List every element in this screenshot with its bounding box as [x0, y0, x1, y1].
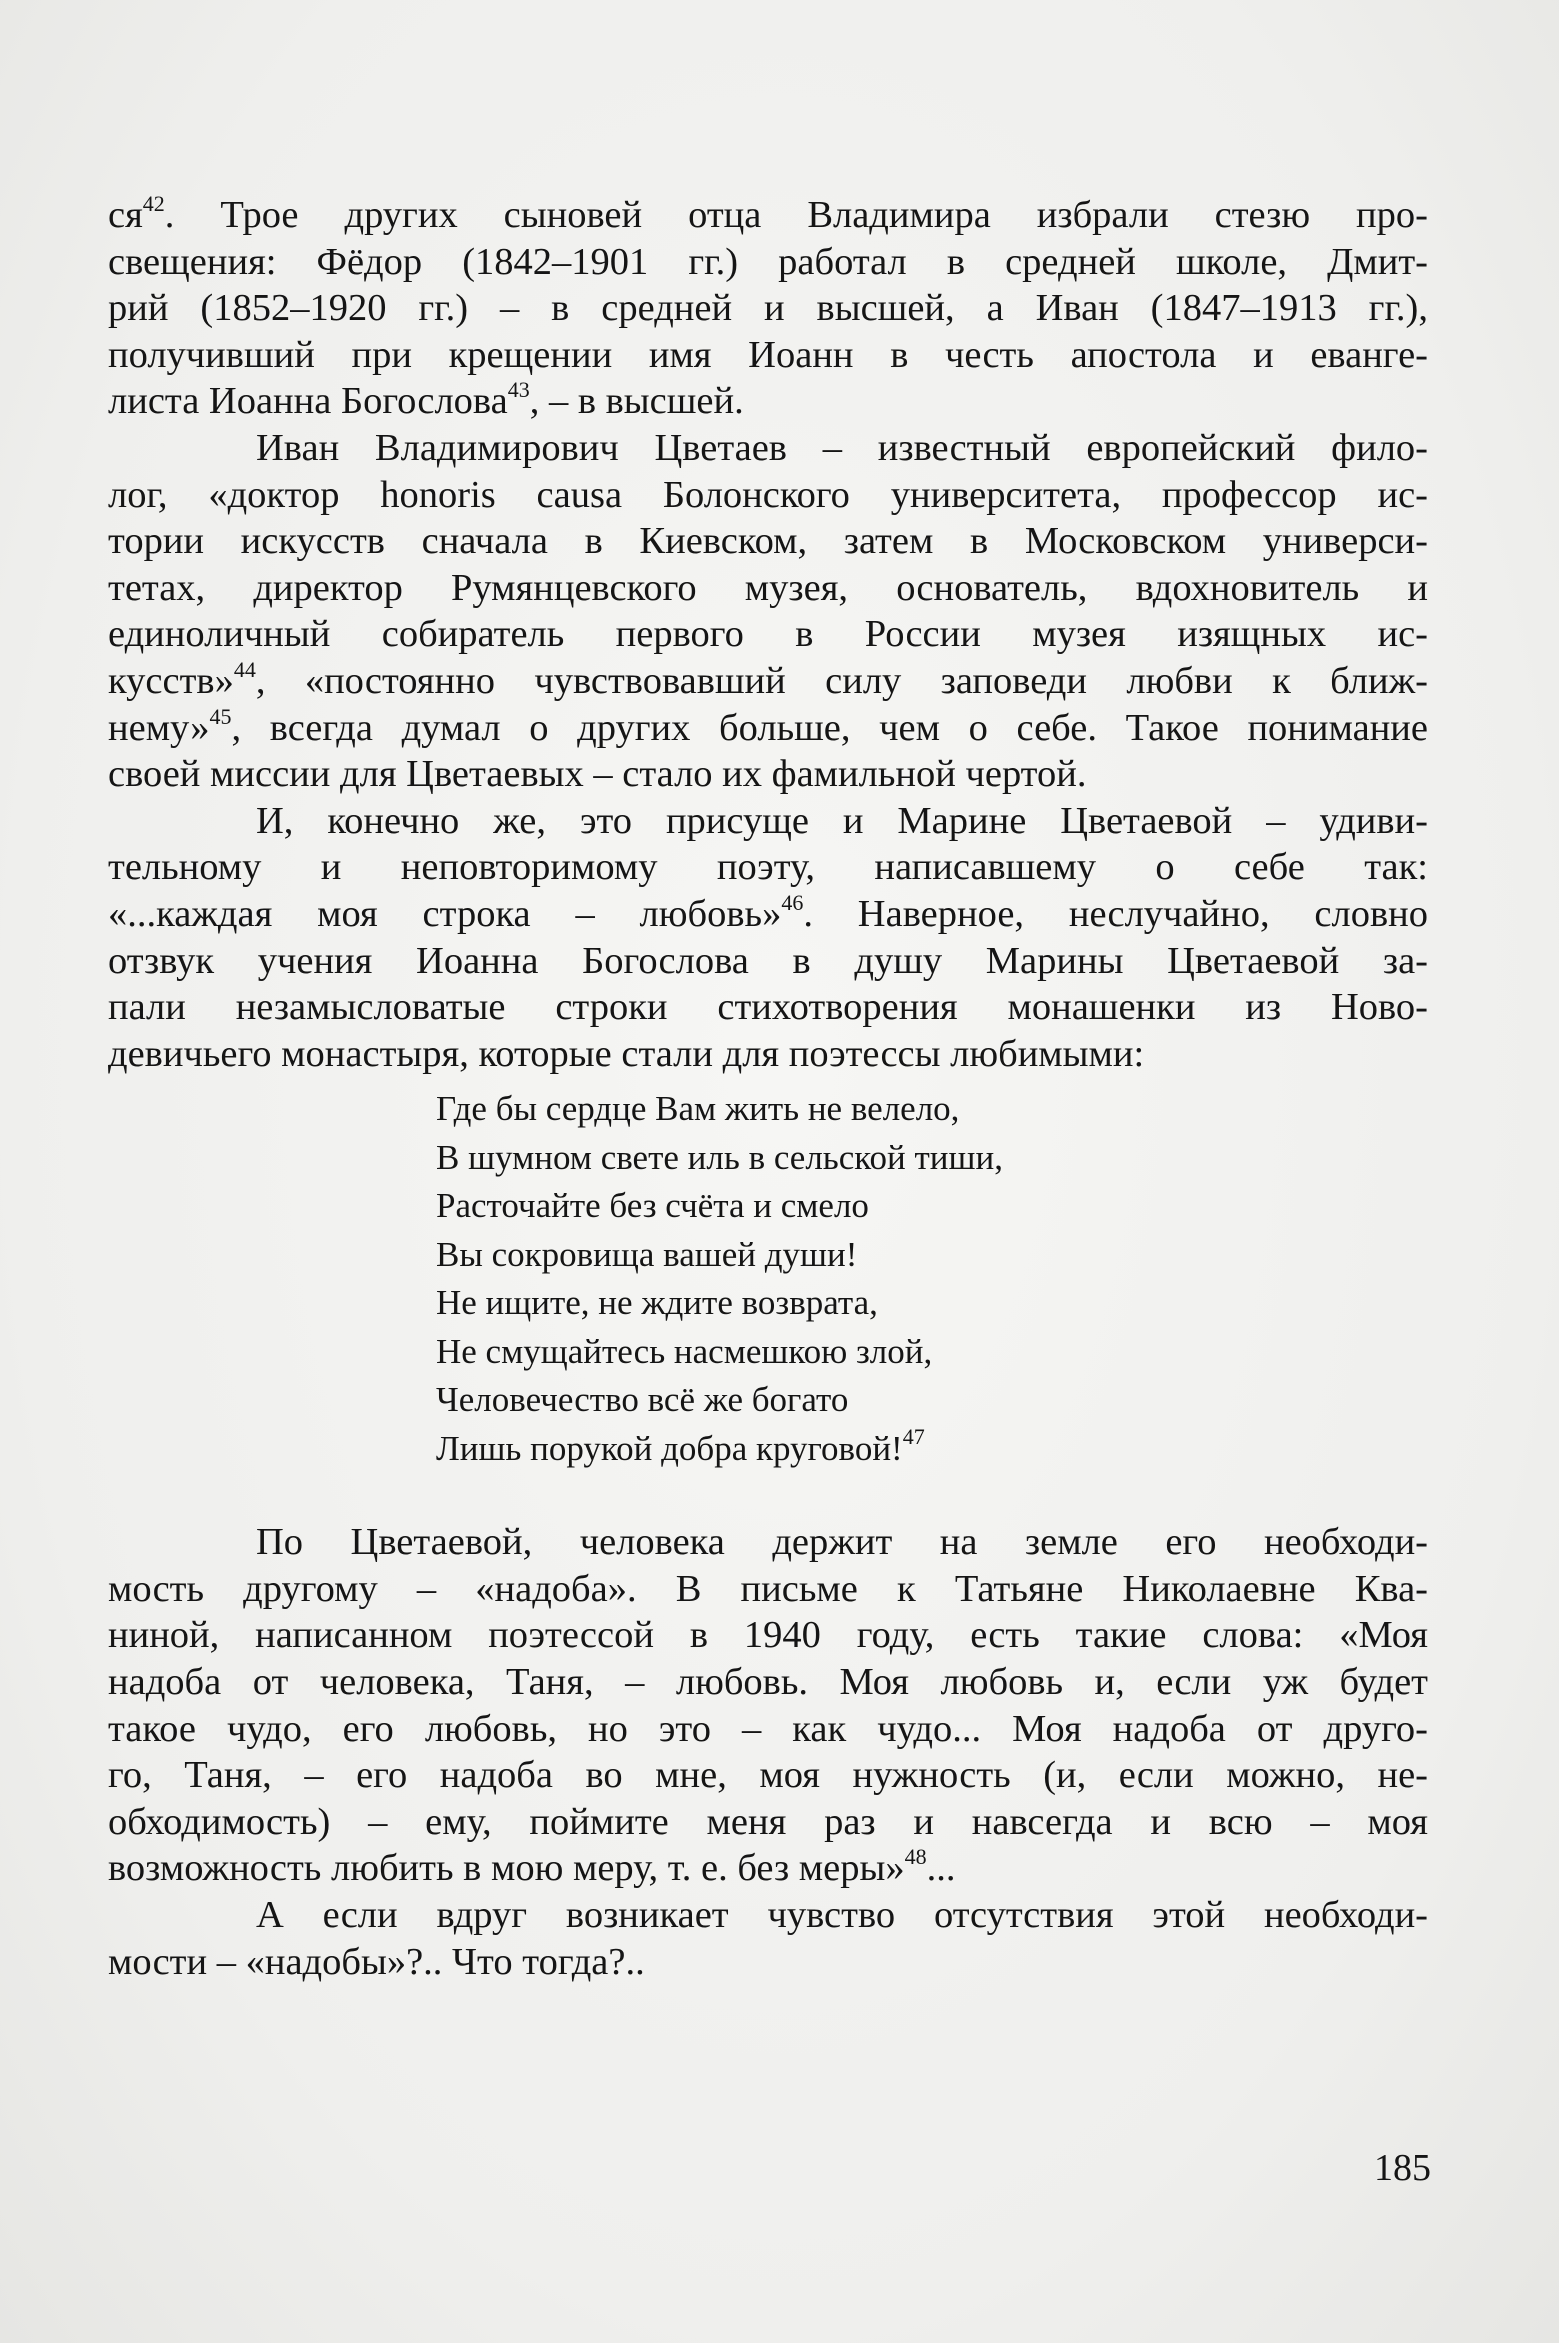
- text-line: единоличный собиратель первого в России музея изящных ис-: [108, 613, 1428, 656]
- text-line: своей миссии для Цветаевых – стало их фамильной чертой.: [108, 753, 1087, 796]
- poem-line: Вы сокровища вашей души!: [436, 1234, 858, 1274]
- paragraph: [108, 1519, 1428, 1892]
- text-line: рий (1852–1920 гг.) – в средней и высшей, а Иван (1847–1913 гг.),: [108, 287, 1428, 330]
- text-line: лог, «доктор honoris causa Болонского университета, профессор ис-: [108, 473, 1428, 516]
- paragraphs-after-poem: [108, 1519, 1428, 1985]
- poem-line: Не смущайтесь насмешкою злой,: [436, 1331, 933, 1371]
- text-line: кусств»$^{44}$, «постоянно чувствовавший силу заповеди любви к ближ-: [108, 656, 1428, 702]
- poem-line: Лишь порукой добра круговой!$^{47}$: [436, 1423, 925, 1468]
- footnote-ref: 46: [781, 889, 804, 915]
- text-line: надоба от человека, Таня, – любовь. Моя любовь и, если уж будет: [108, 1661, 1428, 1704]
- text-line: По Цветаевой, человека держит на земле его необходи-: [256, 1521, 1428, 1564]
- footnote-ref: 48: [904, 1844, 927, 1870]
- text-line: получивший при крещении имя Иоанн в честь апостола и еванге-: [108, 333, 1428, 376]
- text-line: тетах, директор Румянцевского музея, основатель, вдохновитель и: [108, 566, 1428, 609]
- poem-line: Человечество всё же богато: [436, 1380, 849, 1420]
- text-line: возможность любить в мою меру, т. е. без меры»$^{48}$...: [108, 1844, 956, 1890]
- poem-line: В шумном свете иль в сельской тиши,: [436, 1137, 1003, 1177]
- page-number: 185: [1374, 2147, 1431, 2189]
- text-line: листа Иоанна Богослова$^{43}$, – в высшей.: [108, 377, 744, 423]
- text-line: «...каждая моя строка – любовь»$^{46}$. Наверное, неслучайно, словно: [108, 889, 1428, 935]
- text-line: нему»$^{45}$, всегда думал о других больше, чем о себе. Такое понимание: [108, 703, 1428, 749]
- text-line: тории искусств сначала в Киевском, затем в Московском универси-: [108, 520, 1428, 563]
- paragraph: [108, 425, 1428, 798]
- text-line: отзвук учения Иоанна Богослова в душу Марины Цветаевой за-: [108, 939, 1428, 982]
- text-line: девичьего монастыря, которые стали для поэтессы любимыми:: [108, 1032, 1145, 1075]
- body-text: [108, 192, 1428, 1985]
- footnote-ref: 45: [209, 703, 232, 729]
- poem-line: Не ищите, не ждите возврата,: [436, 1283, 878, 1323]
- text-line: такое чудо, его любовь, но это – как чудо... Моя надоба от друго-: [108, 1707, 1428, 1750]
- footnote-ref: 44: [233, 656, 256, 682]
- text-line: обходимость) – ему, поймите меня раз и навсегда и всю – моя: [108, 1800, 1428, 1843]
- text-line: свещения: Фёдор (1842–1901 гг.) работал в средней школе, Дмит-: [108, 240, 1428, 283]
- poem-line: Расточайте без счёта и смело: [436, 1186, 869, 1226]
- text-line: мости – «надобы»?.. Что тогда?..: [108, 1940, 645, 1983]
- text-line: А если вдруг возникает чувство отсутствия этой необходи-: [256, 1894, 1428, 1937]
- text-line: мость другому – «надоба». В письме к Татьяне Николаевне Ква-: [108, 1567, 1428, 1610]
- poem-line: Где бы сердце Вам жить не велело,: [436, 1089, 960, 1129]
- paragraph: [108, 1892, 1428, 1985]
- paragraph: [108, 192, 1428, 425]
- footnote-ref: 47: [902, 1423, 925, 1449]
- text-line: тельному и неповторимому поэту, написавшему о себе так:: [108, 846, 1428, 889]
- text-line: $ся^{42}$. Трое других сыновей отца Владимира избрали стезю про-: [108, 191, 1428, 236]
- text-line: Иван Владимирович Цветаев – известный европейский фило-: [256, 426, 1428, 469]
- text-line: пали незамысловатые строки стихотворения монашенки из Ново-: [108, 986, 1428, 1029]
- footnote-ref: 43: [507, 377, 530, 403]
- paragraphs-before-poem: [108, 192, 1428, 1077]
- poem-quote: [436, 1085, 1428, 1473]
- paragraph: [108, 798, 1428, 1078]
- text-line: И, конечно же, это присуще и Марине Цветаевой – удиви-: [256, 799, 1428, 842]
- text-line: го, Таня, – его надоба во мне, моя нужность (и, если можно, не-: [108, 1754, 1428, 1797]
- footnote-ref: 42: [142, 191, 165, 216]
- text-line: ниной, написанном поэтессой в 1940 году, есть такие слова: «Моя: [108, 1614, 1428, 1657]
